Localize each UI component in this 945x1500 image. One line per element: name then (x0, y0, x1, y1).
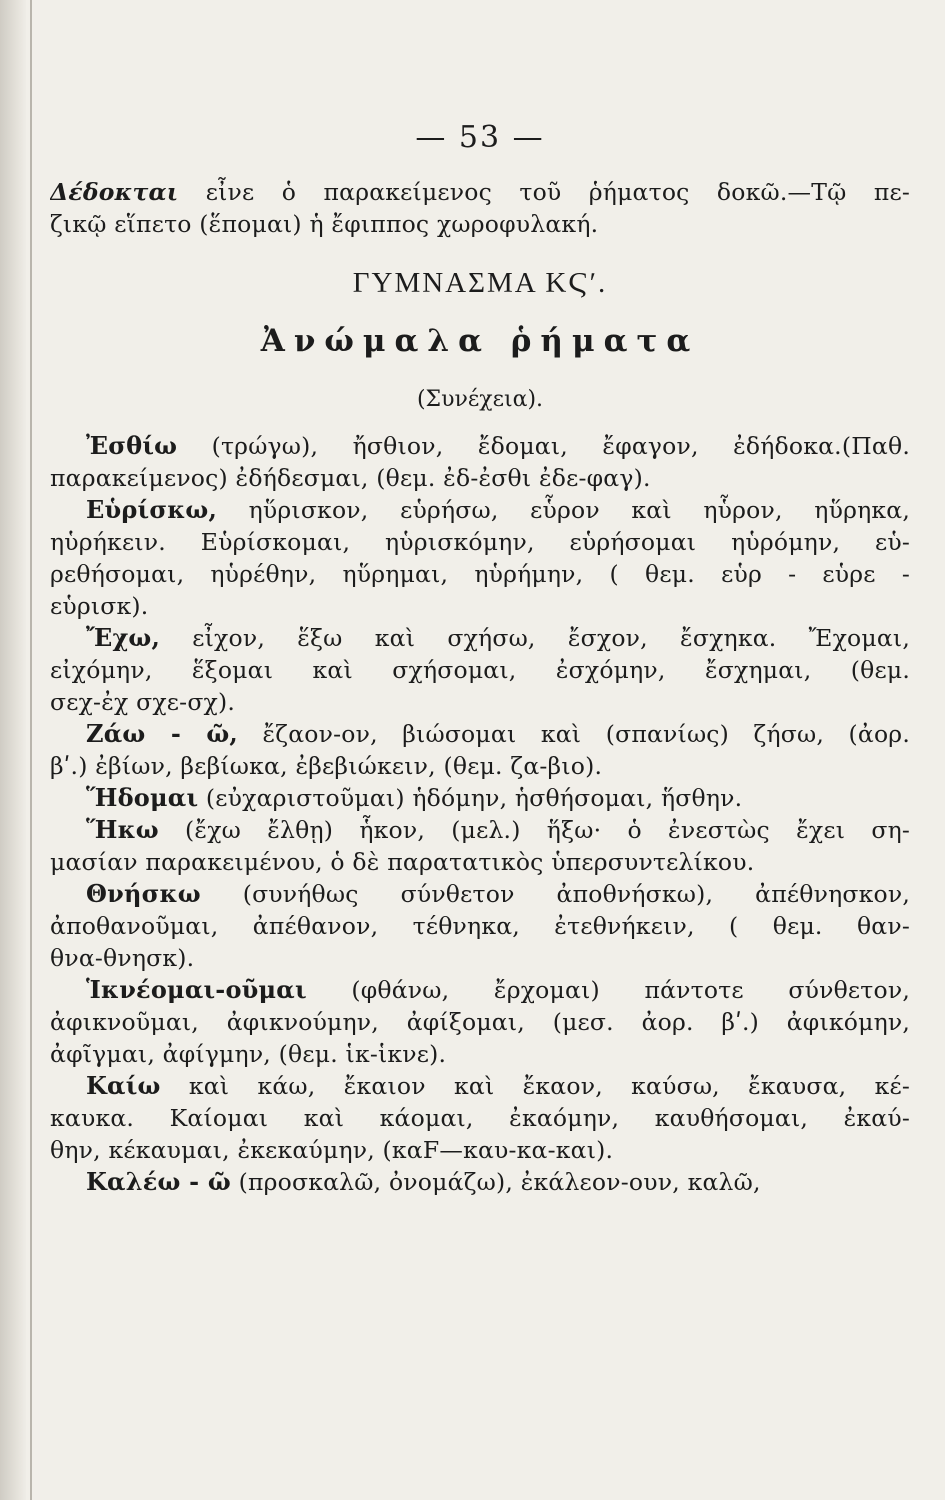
entry-8-line-1 (50, 974, 910, 1006)
verb-lemma: Εὑρίσκω, (86, 495, 218, 524)
book-page (50, 118, 910, 1198)
entry-9-line-2 (50, 1102, 910, 1134)
entry-text: (τρώγω), ἤσθιον, ἔδομαι, ἔφαγον, ἐδήδοκα.(Παθ. (177, 432, 910, 460)
entry-text: (ἔχω ἔλθῃ) ἧκον, (μελ.) ἥξω· ὁ ἐνεστὼς ἔχει ση- (158, 816, 910, 844)
verb-lemma: Ἱκνέομαι-οῦμαι (86, 975, 307, 1004)
verb-lemma: Θνήσκω (86, 879, 201, 908)
verb-lemma: Ἐσθίω (86, 431, 178, 460)
entry-8-line-2 (50, 1006, 910, 1038)
section-title: Ἀνώμαλα ῥήματα (260, 323, 700, 359)
entry-text: εἰχόμην, ἕξομαι καὶ σχήσομαι, ἐσχόμην, ἔσχημαι, (θεμ. (50, 656, 910, 684)
entry-text: βʹ.) ἐβίων, βεβίωκα, ἐβεβιώκειν, (θεμ. ζα-βιο). (50, 752, 603, 780)
entry-text: ηὕρισκον, εὑρήσω, εὗρον καὶ ηὗρον, ηὕρηκα, (217, 496, 910, 524)
entry-1-line-2 (50, 462, 910, 494)
entry-6-line-1 (50, 814, 910, 846)
intro-line-1-text: εἶνε ὁ παρακείμενος τοῦ ῥήματος δοκῶ.—Τῷ πε- (178, 178, 910, 206)
continuation-note: (Συνέχεια). (416, 387, 544, 412)
entry-7-line-2 (50, 910, 910, 942)
entry-text: (φθάνω, ἔρχομαι) πάντοτε σύνθετον, (306, 976, 910, 1004)
entry-7-line-3 (50, 942, 910, 974)
entry-text: παρακείμενος) ἐδήδεσμαι, (θεμ. ἐδ-ἐσθι ἐδε-φαγ). (50, 464, 651, 492)
entry-2-line-2 (50, 526, 910, 558)
page-gutter (0, 0, 26, 1500)
page-number: — 53 — (415, 120, 545, 155)
verb-entries (50, 430, 910, 1198)
entry-6-line-2 (50, 846, 910, 878)
verb-lemma: Καίω (86, 1071, 161, 1100)
intro-line-2: ζικῷ εἵπετο (ἕπομαι) ἡ ἔφιππος χωροφυλακή. (50, 210, 599, 238)
verb-lemma: Ἥδομαι (86, 783, 199, 812)
entry-7-line-1 (50, 878, 910, 910)
entry-9-line-1 (50, 1070, 910, 1102)
intro-term: Δέδοκται (50, 178, 179, 206)
exercise-title: ΓΥΜΝΑΣΜΑ ΚϚʹ. (352, 267, 608, 299)
entry-9-line-3 (50, 1134, 910, 1166)
entry-5-line-1 (50, 782, 910, 814)
entry-text: θνα-θνησκ). (50, 944, 195, 972)
entry-text: εὑρισκ). (50, 592, 149, 620)
entry-text: ρεθήσομαι, ηὑρέθην, ηὕρημαι, ηὑρήμην, ( θεμ. εὑρ - εὑρε - (50, 560, 910, 588)
entry-text: (συνήθως σύνθετον ἀποθνήσκω), ἀπέθνησκον, (200, 880, 910, 908)
entry-8-line-3 (50, 1038, 910, 1070)
book-fold (30, 0, 32, 1500)
verb-lemma: Ζάω - ῶ, (86, 719, 238, 748)
entry-2-line-1 (50, 494, 910, 526)
entry-10-line-1 (50, 1166, 910, 1198)
entry-text: σεχ-ἐχ σχε-σχ). (50, 688, 236, 716)
entry-3-line-3 (50, 686, 910, 718)
entry-1-line-1 (50, 430, 910, 462)
entry-text: ἔζαον-ον, βιώσομαι καὶ (σπανίως) ζήσω, (ἀορ. (237, 720, 910, 748)
entry-text: ἀφῖγμαι, ἀφίγμην, (θεμ. ἱκ-ἱκνε). (50, 1040, 447, 1068)
entry-text: μασίαν παρακειμένου, ὁ δὲ παρατατικὸς ὑπερσυντελίκου. (50, 848, 755, 876)
entry-text: (προσκαλῶ, ὀνομάζω), ἐκάλεον-ουν, καλῶ, (230, 1168, 761, 1196)
verb-lemma: Ἥκω (86, 815, 159, 844)
entry-text: καὶ κάω, ἔκαιον καὶ ἔκαον, καύσω, ἔκαυσα, κέ- (160, 1072, 910, 1100)
entry-2-line-3 (50, 558, 910, 590)
entry-3-line-2 (50, 654, 910, 686)
entry-text: θην, κέκαυμαι, ἐκεκαύμην, (καF—καυ-κα-και). (50, 1136, 614, 1164)
verb-lemma: Ἔχω, (86, 623, 161, 652)
entry-4-line-1 (50, 718, 910, 750)
entry-2-line-4 (50, 590, 910, 622)
intro-line-1 (50, 176, 910, 208)
entry-text: ηὑρήκειν. Εὑρίσκομαι, ηὑρισκόμην, εὑρήσομαι ηὑρόμην, εὑ- (50, 528, 910, 556)
entry-3-line-1 (50, 622, 910, 654)
entry-text: ἀποθανοῦμαι, ἀπέθανον, τέθνηκα, ἐτεθνήκειν, ( θεμ. θαν- (50, 912, 910, 940)
entry-text: (εὐχαριστοῦμαι) ἡδόμην, ἡσθήσομαι, ἥσθην. (198, 784, 743, 812)
entry-text: εἶχον, ἕξω καὶ σχήσω, ἔσχον, ἔσχηκα. Ἔχομαι, (160, 624, 910, 652)
entry-text: καυκα. Καίομαι καὶ κάομαι, ἐκαόμην, καυθήσομαι, ἐκαύ- (50, 1104, 910, 1132)
entry-4-line-2 (50, 750, 910, 782)
verb-lemma: Καλέω - ῶ (86, 1167, 231, 1196)
entry-text: ἀφικνοῦμαι, ἀφικνούμην, ἀφίξομαι, (μεσ. ἀορ. βʹ.) ἀφικόμην, (50, 1008, 910, 1036)
